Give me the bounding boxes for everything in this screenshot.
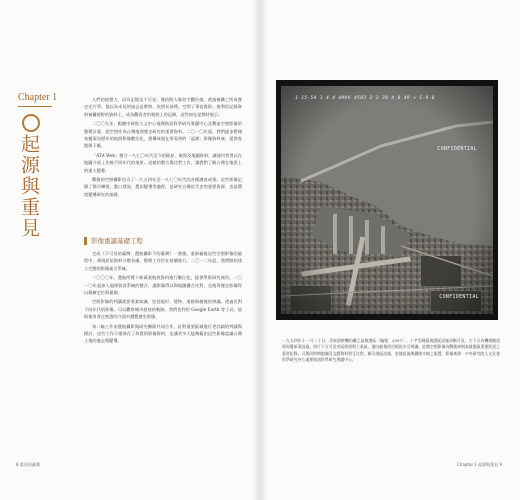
- aerial-photo-drawing: [281, 86, 493, 314]
- paragraph: 二〇〇〇年，農航所將十餘萬張航照資料進行數位化，提供學術研究使用。二〇一〇年起加入地理資訊系統的整合，讓影像得以與地圖疊合比對，也使得歷史影像得以精確定位與量測。: [84, 275, 242, 296]
- paragraph: 人們的視覺力，因為記憶及不可見，僅依附人像登手觀告境，透過被攝之所成歷史光片學。他以為未見的過去是實時，依照長前傳，空間了事直推影。復利於記錄資料被攝視野的資料上，成為觀看者的視野上的記錄，這些如見是實時展示。: [84, 97, 242, 117]
- body-text-block-2: [84, 250, 242, 347]
- section-heading: [84, 236, 143, 245]
- paragraph: 空照影像的判讀需要專業知識，包括地形、建物、道路與植被的辨識。透過比對不同年代的影像，可以觀察城市發展的軌跡。我們也利用 Google Earth 等工具，協助使用者在熟悉的介面中瀏覽歷史影像。: [84, 299, 242, 320]
- book-gutter-shadow: [252, 0, 268, 500]
- photo-stamp-top: CONFIDENTIAL: [437, 146, 477, 152]
- photo-caption: 一九五四年十一月二十日，美軍偵察機拍攝之高雄港區（編號：2997），十字型碼頭與港區設施清晰可見，左下方為機場跑道與周邊軍事設施。照片下方可見市區街道與工業區，港內船隻停泊情況亦可辨識。此類空照影像為戰後初期高雄港區重建狀況之重要紀錄，可與同時期地圖及文獻資料相互比對，顯示港區設施、倉儲設施與鐵路支線之配置。影像來源：中央研究院人文社會科學研究中心地理資訊科學研究專題中心。: [282, 338, 500, 363]
- folio-right: Chapter 1 起源與重見 9: [457, 462, 502, 467]
- photo-stamp-bottom: CONFIDENTIAL: [439, 294, 479, 300]
- section-heading-text: 影像重讀基礎工程: [91, 237, 143, 245]
- chapter-label: Chapter 1: [18, 92, 58, 103]
- aerial-photo-frame: [276, 80, 498, 320]
- section-heading-mark: [84, 237, 87, 245]
- photo-header-annotation: 1-15-54 3 4 4 HMA9 4583 2 2 30 4 0 49 + S-9 8: [295, 96, 435, 101]
- paragraph: 完成《不可見的臺灣：農航攝影下的臺灣》一書後，重新檢視這些空照影像的過程中，發現原始資料分散各處，整理工作仍在持續進行。二〇一二年起，我們開始建立完整的影像索引系統。: [84, 251, 242, 271]
- chapter-rule: [18, 106, 52, 107]
- body-text-block-1: [84, 96, 242, 200]
- paragraph: 第二輪工作由農航攝影與研究團隊共同合作，針對重要區域進行更詳細的判讀與標註。這些工作不僅保存了珍貴的影像資料，也讓更多人能夠藉由這些影像認識台灣土地的過去與變遷。: [84, 323, 242, 344]
- paragraph: 二〇〇九年，跟隨中研院人文中心地理資訊科學研究專題中心及戰前空照影像的整理計畫，把空照作為台灣地理歷史研究的重要資料。二〇一〇年起，我們逐步將國家檔案局歷年的航照影像數位化，建構成現在所看到的「起源」影像資料庫，提供查閱與下載。: [84, 121, 242, 149]
- folio-left: 8 重見的臺灣: [16, 462, 40, 467]
- paragraph: 「ATA Web」整合一九七〇年代至今的衛星、航照及地圖資料，讓使用者得以在地圖介面上比較不同年代的地景。這樣的整合與比對工作，讓我們了解台灣在地景上的重大變遷。: [84, 152, 242, 173]
- aerial-photo: [281, 86, 493, 314]
- paragraph: 戰後的空照攝影包含了一九五四年至一九七〇年代的各種調查成果。這些影像記錄了都市擴張、港口建設、農田變遷等過程，是研究台灣近代史的重要資源，也是環境變遷研究的基礎。: [84, 177, 242, 197]
- chapter-circle-ornament: [22, 114, 40, 132]
- chapter-title: 起源與重見: [18, 134, 40, 239]
